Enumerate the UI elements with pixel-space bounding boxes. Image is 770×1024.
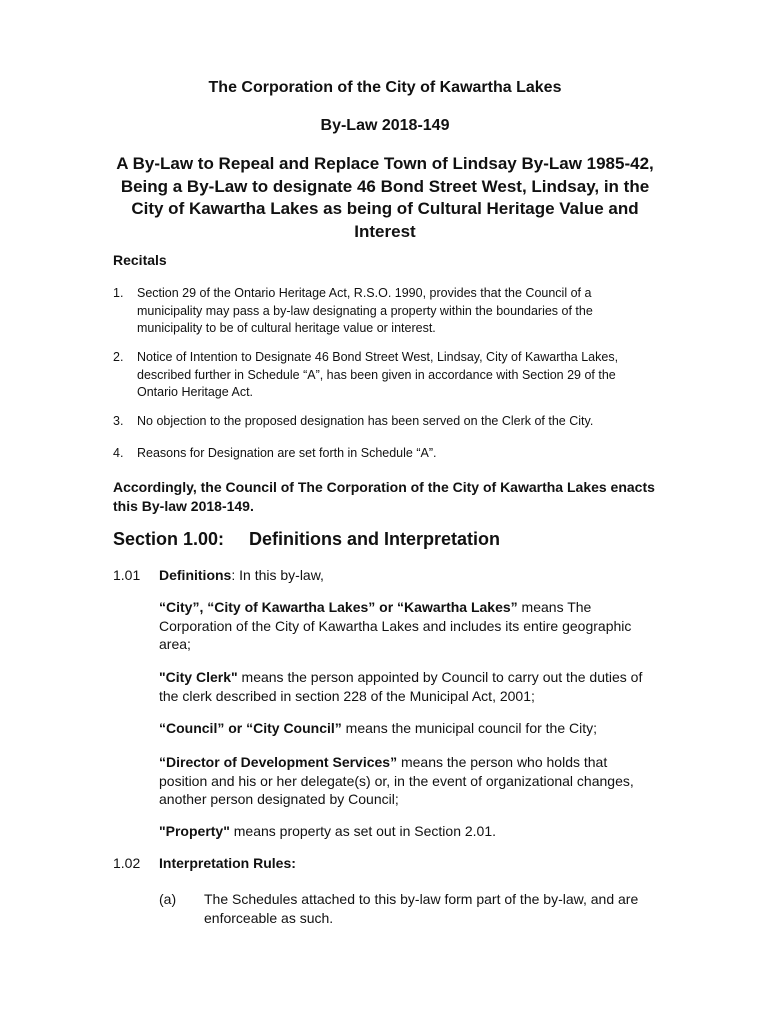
rule-text: The Schedules attached to this by-law form part of the by-law, and are enforceable as such. <box>204 891 639 926</box>
recital-number: 2. <box>113 350 124 364</box>
definition-term: "Property" <box>159 823 230 839</box>
definition-item <box>159 753 654 809</box>
definition-item <box>159 598 654 654</box>
bylaw-number: By-Law 2018-149 <box>320 117 450 134</box>
definition-meaning: means the municipal council for the City; <box>341 720 598 736</box>
definition-meaning: means the person who holds that position and his or her delegate(s) or, in the event of organizational changes, another person designated by Council; <box>159 754 634 807</box>
recitals-heading: Recitals <box>113 252 167 268</box>
definition-meaning: means the person appointed by Council to carry out the duties of the clerk described in section 228 of the Municipal Act, 2001; <box>159 669 643 704</box>
section-heading <box>113 529 501 550</box>
recital-number: 1. <box>113 286 124 300</box>
section-number: Section 1.00: <box>113 529 225 549</box>
recital-number: 3. <box>113 414 124 428</box>
rule-number: (a) <box>159 891 177 907</box>
bylaw-title: A By-Law to Repeal and Replace Town of Lindsay By-Law 1985-42, Being a By-Law to designate 46 Bond Street West, Lindsay, in the City of Kawartha Lakes as being of Cultural Heritage Value and Interest <box>116 154 654 241</box>
definition-item <box>159 668 654 705</box>
section-title: Definitions and Interpretation <box>249 529 501 549</box>
recital-text: Reasons for Designation are set forth in Schedule “A”. <box>137 446 437 460</box>
recital-number: 4. <box>113 446 124 460</box>
clause-label <box>159 855 296 871</box>
clause-number: 1.01 <box>113 567 141 583</box>
clause-label <box>159 567 324 583</box>
definition-term: “City”, “City of Kawartha Lakes” or “Kawartha Lakes” <box>159 599 518 615</box>
interpretation-rule <box>159 890 659 927</box>
definition-term: "City Clerk" <box>159 669 238 685</box>
recital-text: No objection to the proposed designation has been served on the Clerk of the City. <box>137 414 594 428</box>
organization-title: The Corporation of the City of Kawartha Lakes <box>208 79 562 96</box>
definition-meaning: means property as set out in Section 2.01. <box>229 823 497 839</box>
definition-term: “Council” or “City Council” <box>159 720 342 736</box>
clause-label-bold: Definitions <box>159 567 232 583</box>
clause-intro: : In this by-law, <box>231 567 324 583</box>
recital-item <box>113 445 658 463</box>
recital-item <box>113 285 658 338</box>
definition-item <box>159 822 654 841</box>
recital-text: Notice of Intention to Designate 46 Bond Street West, Lindsay, City of Kawartha Lakes, described further in Schedule “A”, has been given in accordance with Section 29 of the Ontario Heritage Act. <box>137 350 619 399</box>
clause-label-bold: Interpretation Rules: <box>159 855 296 871</box>
recital-item <box>113 413 658 431</box>
recital-text: Section 29 of the Ontario Heritage Act, R.S.O. 1990, provides that the Council of a municipality may pass a by-law designating a property within the boundaries of the municipality to be of cultural heritage value or interest. <box>137 286 593 335</box>
clause-number: 1.02 <box>113 855 141 871</box>
enactment-clause: Accordingly, the Council of The Corporation of the City of Kawartha Lakes enacts this By-law 2018-149. <box>113 479 655 514</box>
definition-item <box>159 719 654 738</box>
recital-item <box>113 349 658 402</box>
definition-term: “Director of Development Services” <box>159 754 398 770</box>
definition-meaning: means The Corporation of the City of Kawartha Lakes and includes its entire geographic area; <box>159 599 632 652</box>
